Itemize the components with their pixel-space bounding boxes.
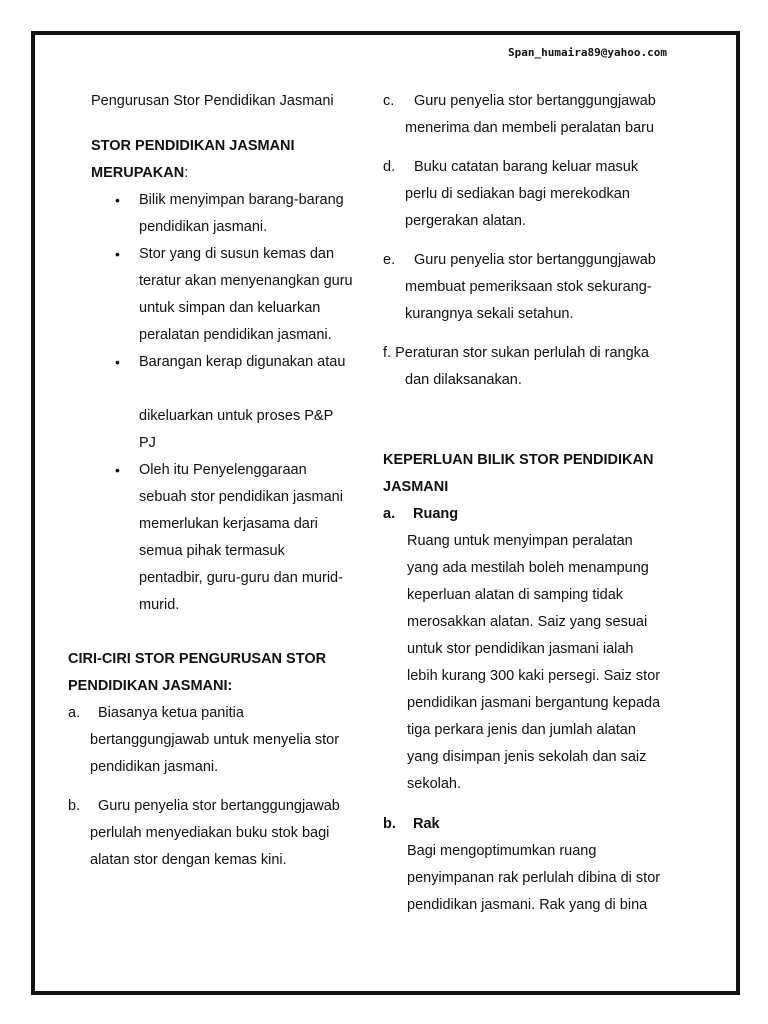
ciri-item-d: d. Buku catatan barang keluar masuk perlu di sediakan bagi merekodkan pergerakan alatan.: [383, 154, 683, 235]
ciri-item-a: a. Biasanya ketua panitia bertanggungjawab untuk menyelia stor pendidikan jasmani.: [68, 700, 368, 781]
bullet-icon: •: [115, 192, 120, 208]
heading-line: KEPERLUAN BILIK STOR PENDIDIKAN: [383, 452, 654, 468]
ciri-item-e: e. Guru penyelia stor bertanggungjawab membuat pemeriksaan stok sekurang- kurangnya sekali setahun.: [383, 247, 683, 328]
stor-bullet-list: [115, 187, 368, 619]
list-item: • Stor yang di susun kemas dan teratur akan menyenangkan guru untuk simpan dan keluarkan peralatan pendidikan jasmani.: [115, 241, 368, 349]
rak-paragraph: Bagi mengoptimumkan ruang penyimpanan rak perlulah dibina di stor pendidikan jasmani. Rak yang di bina: [407, 843, 661, 913]
heading-line: JASMANI: [383, 479, 449, 495]
ruang-paragraph: Ruang untuk menyimpan peralatan yang ada mestilah boleh menampung keperluan alatan di samping tidak merosakkan alatan. Saiz yang sesuai untuk stor pendidikan jasmani ialah lebih kurang 300 kaki persegi. Saiz stor pendidikan jasmani bergantung kepada tiga perkara jenis dan jumlah alatan yang disimpan jenis sekolah dan saiz sekolah.: [407, 533, 661, 792]
list-item: • Barangan kerap digunakan atau dikeluarkan untuk proses P&P PJ: [115, 349, 368, 457]
document-subtitle: Pengurusan Stor Pendidikan Jasmani: [91, 93, 334, 109]
ciri-item-f: f. Peraturan stor sukan perlulah di rangka dan dilaksanakan.: [383, 345, 649, 388]
list-item: • Oleh itu Penyelenggaraan sebuah stor pendidikan jasmani memerlukan kerjasama dari semua pihak termasuk pentadbir, guru-guru dan murid- murid.: [115, 457, 368, 619]
section-heading-ciri: [68, 646, 368, 700]
list-item: • Bilik menyimpan barang-barang pendidikan jasmani.: [115, 187, 368, 241]
heading-line: CIRI-CIRI STOR PENGURUSAN STOR: [68, 651, 327, 667]
item-marker: b.: [68, 798, 81, 814]
heading-line: STOR PENDIDIKAN JASMANI: [91, 138, 295, 154]
item-marker: c.: [383, 93, 395, 109]
item-marker: e.: [383, 252, 396, 268]
section-heading-keperluan: [383, 447, 683, 501]
ciri-item-c: c. Guru penyelia stor bertanggungjawab menerima dan membeli peralatan baru: [383, 88, 683, 142]
item-marker: a.: [68, 705, 81, 721]
ruang-subheading: a. Ruang: [383, 501, 683, 528]
bullet-icon: •: [115, 462, 120, 478]
ciri-item-b: b. Guru penyelia stor bertanggungjawab perlulah menyediakan buku stok bagi alatan stor dengan kemas kini.: [68, 793, 368, 874]
rak-subheading: b. Rak: [383, 811, 683, 838]
section-heading-stor: [91, 133, 368, 187]
heading-line: MERUPAKAN:: [91, 165, 189, 181]
item-marker: d.: [383, 159, 396, 175]
right-column: [383, 88, 683, 919]
author-email: Span_humaira89@yahoo.com: [508, 46, 667, 59]
bullet-icon: •: [115, 246, 120, 262]
heading-line: PENDIDIKAN JASMANI:: [68, 678, 233, 694]
left-column: [68, 88, 368, 874]
item-marker: a.: [383, 506, 396, 522]
item-marker: b.: [383, 816, 396, 832]
bullet-icon: •: [115, 354, 120, 370]
